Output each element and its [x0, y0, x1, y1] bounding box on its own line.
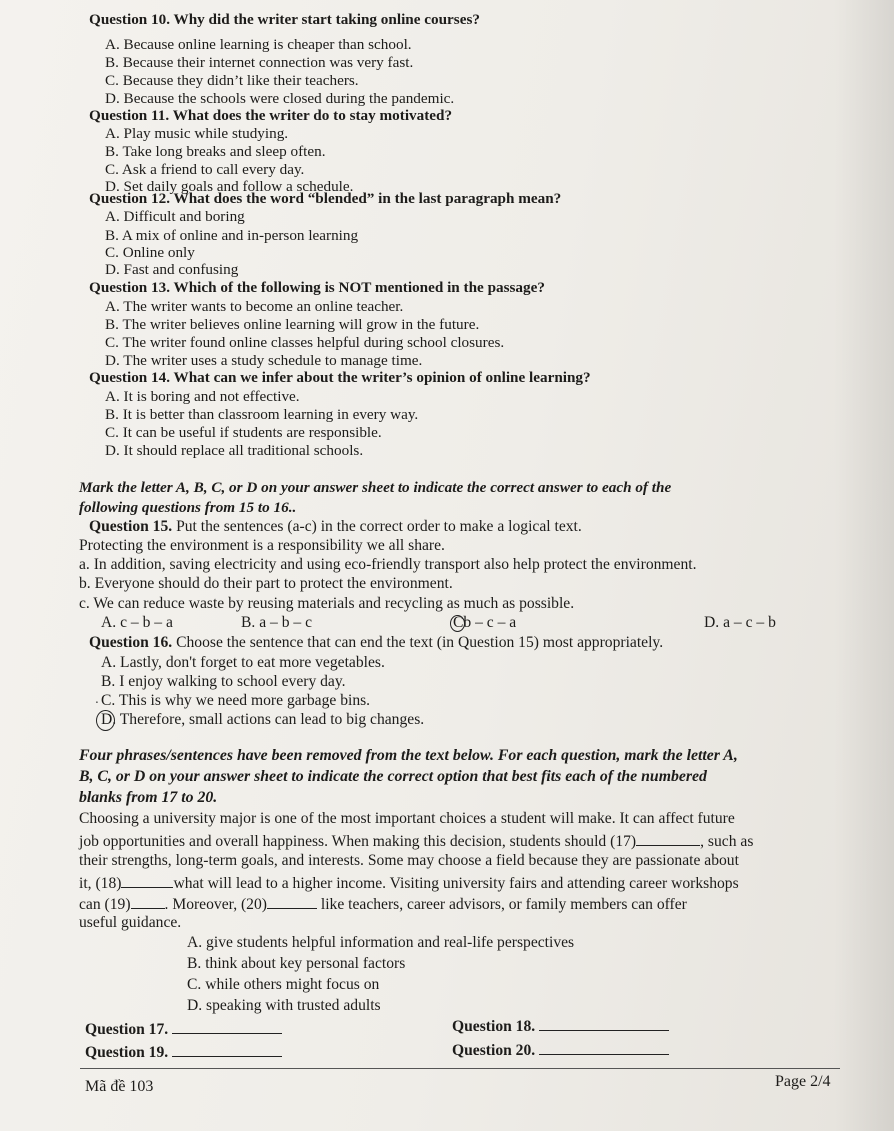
q15-prompt: Put the sentences (a-c) in the correct order to make a logical text.	[172, 518, 582, 535]
q16-prompt: Choose the sentence that can end the text (in Question 15) most appropriately.	[172, 634, 664, 651]
q15-sentence-a: a. In addition, saving electricity and using eco-friendly transport also help protect the environment.	[79, 556, 697, 573]
q15-sentence-c: c. We can reduce waste by reusing materials and recycling as much as possible.	[79, 595, 575, 612]
passage-line4-end: what will lead to a higher income. Visiting university fairs and attending career workshops	[173, 875, 739, 892]
blank-20	[267, 894, 317, 909]
q16-option-c: C. This is why we need more garbage bins.	[101, 692, 371, 709]
q16-answer-circle	[96, 710, 115, 731]
passage-line2-end: , such as	[700, 833, 754, 850]
q14-option-c: C. It can be useful if students are responsible.	[105, 424, 382, 441]
pen-mark-c: .	[95, 692, 99, 706]
passage-line3: their strengths, long-term goals, and interests. Some may choose a field because they are passionate about	[79, 852, 739, 869]
q13-option-c: C. The writer found online classes helpful during school closures.	[105, 334, 505, 351]
answer-q17-label: Question 17.	[85, 1021, 169, 1038]
passage-line2	[79, 831, 753, 851]
answer-q17-blank[interactable]	[172, 1019, 282, 1034]
answer-q18-label: Question 18.	[452, 1018, 536, 1035]
q15-intro-sentence: Protecting the environment is a responsibility we all share.	[79, 537, 445, 554]
blank-18	[121, 873, 173, 888]
gap-option-d: D. speaking with trusted adults	[187, 997, 381, 1014]
q15-option-d-letter: D.	[704, 614, 720, 631]
passage-line5-middle: . Moreover, (20)	[164, 896, 267, 913]
q15-option-c	[453, 614, 516, 632]
q15-option-c-text: b – c – a	[463, 614, 517, 631]
q15-option-d	[704, 614, 776, 632]
instructions-15-16-line2: following questions from 15 to 16..	[79, 499, 297, 516]
q15-option-b	[241, 614, 312, 632]
q16-option-d: D. Therefore, small actions can lead to big changes.	[101, 711, 425, 728]
q11-title: Question 11. What does the writer do to stay motivated?	[89, 107, 453, 124]
passage-line6: useful guidance.	[79, 914, 182, 931]
passage-line5-end: like teachers, career advisors, or family members can offer	[316, 896, 687, 913]
q15-option-b-letter: B.	[241, 614, 256, 631]
gap-option-b: B. think about key personal factors	[187, 955, 406, 972]
passage-line5-start: can (19)	[79, 896, 131, 913]
answer-q17	[85, 1019, 282, 1039]
answer-q18	[452, 1016, 669, 1036]
answer-q20-label: Question 20.	[452, 1042, 536, 1059]
q15-option-d-text: a – c – b	[723, 614, 776, 631]
q16-option-b: B. I enjoy walking to school every day.	[101, 673, 346, 690]
q16-title	[89, 634, 663, 652]
answer-q20-blank[interactable]	[539, 1040, 669, 1055]
answer-q20	[452, 1040, 669, 1060]
q13-option-a: A. The writer wants to become an online teacher.	[105, 298, 404, 315]
exam-code: Mã đề 103	[85, 1078, 154, 1095]
q10-title: Question 10. Why did the writer start taking online courses?	[89, 11, 480, 28]
q12-option-c: C. Online only	[105, 244, 195, 261]
passage-line4	[79, 873, 739, 893]
q12-option-b: B. A mix of online and in-person learning	[105, 227, 359, 244]
answer-q18-blank[interactable]	[539, 1016, 669, 1031]
q11-option-d: D. Set daily goals and follow a schedule.	[105, 178, 354, 195]
q11-option-a: A. Play music while studying.	[105, 125, 289, 142]
answer-q19	[85, 1042, 282, 1062]
passage-line4-start: it, (18)	[79, 875, 122, 892]
q15-sentence-b: b. Everyone should do their part to protect the environment.	[79, 575, 453, 592]
blank-19	[131, 894, 165, 909]
q15-label: Question 15.	[89, 518, 173, 535]
q11-option-b: B. Take long breaks and sleep often.	[105, 143, 326, 160]
q16-label: Question 16.	[89, 634, 173, 651]
q10-option-d: D. Because the schools were closed during the pandemic.	[105, 90, 455, 107]
answer-q19-blank[interactable]	[172, 1042, 282, 1057]
q12-title: Question 12. What does the word “blended” in the last paragraph mean?	[89, 190, 562, 207]
instructions-17-20-line3: blanks from 17 to 20.	[79, 789, 218, 806]
q10-option-c: C. Because they didn’t like their teachers.	[105, 72, 359, 89]
q10-option-a: A. Because online learning is cheaper than school.	[105, 36, 412, 53]
q15-option-a-text: c – b – a	[120, 614, 173, 631]
q15-option-a-letter: A.	[101, 614, 117, 631]
q12-option-a: A. Difficult and boring	[105, 208, 245, 225]
q10-option-b: B. Because their internet connection was very fast.	[105, 54, 414, 71]
q11-option-c: C. Ask a friend to call every day.	[105, 161, 305, 178]
q15-option-c-letter-circled: C	[453, 614, 464, 631]
q14-option-b: B. It is better than classroom learning in every way.	[105, 406, 419, 423]
q14-option-d: D. It should replace all traditional schools.	[105, 442, 364, 459]
page-edge-shadow	[834, 0, 894, 1131]
q12-option-d: D. Fast and confusing	[105, 261, 239, 278]
passage-line1: Choosing a university major is one of the most important choices a student will make. It can affect future	[79, 810, 735, 827]
q13-title: Question 13. Which of the following is NOT mentioned in the passage?	[89, 279, 545, 296]
q13-option-b: B. The writer believes online learning will grow in the future.	[105, 316, 480, 333]
page-number: Page 2/4	[775, 1073, 831, 1090]
q15-title	[89, 518, 582, 536]
instructions-17-20-line2: B, C, or D on your answer sheet to indicate the correct option that best fits each of the numbered	[79, 768, 707, 785]
passage-line5	[79, 894, 687, 914]
q14-title: Question 14. What can we infer about the writer’s opinion of online learning?	[89, 369, 591, 386]
q16-option-a: A. Lastly, don't forget to eat more vegetables.	[101, 654, 385, 671]
q15-option-b-text: a – b – c	[259, 614, 313, 631]
answer-q19-label: Question 19.	[85, 1044, 169, 1061]
q13-option-d: D. The writer uses a study schedule to manage time.	[105, 352, 423, 369]
instructions-17-20-line1: Four phrases/sentences have been removed from the text below. For each question, mark the letter A,	[79, 747, 738, 764]
gap-option-a: A. give students helpful information and real-life perspectives	[187, 934, 575, 951]
passage-line2-text: job opportunities and overall happiness. When making this decision, students should (17)	[79, 833, 637, 850]
blank-17	[636, 831, 700, 846]
instructions-15-16-line1: Mark the letter A, B, C, or D on your answer sheet to indicate the correct answer to each of the	[79, 479, 672, 496]
q14-option-a: A. It is boring and not effective.	[105, 388, 300, 405]
gap-option-c: C. while others might focus on	[187, 976, 380, 993]
footer-divider	[80, 1068, 840, 1069]
q15-option-a	[101, 614, 173, 632]
